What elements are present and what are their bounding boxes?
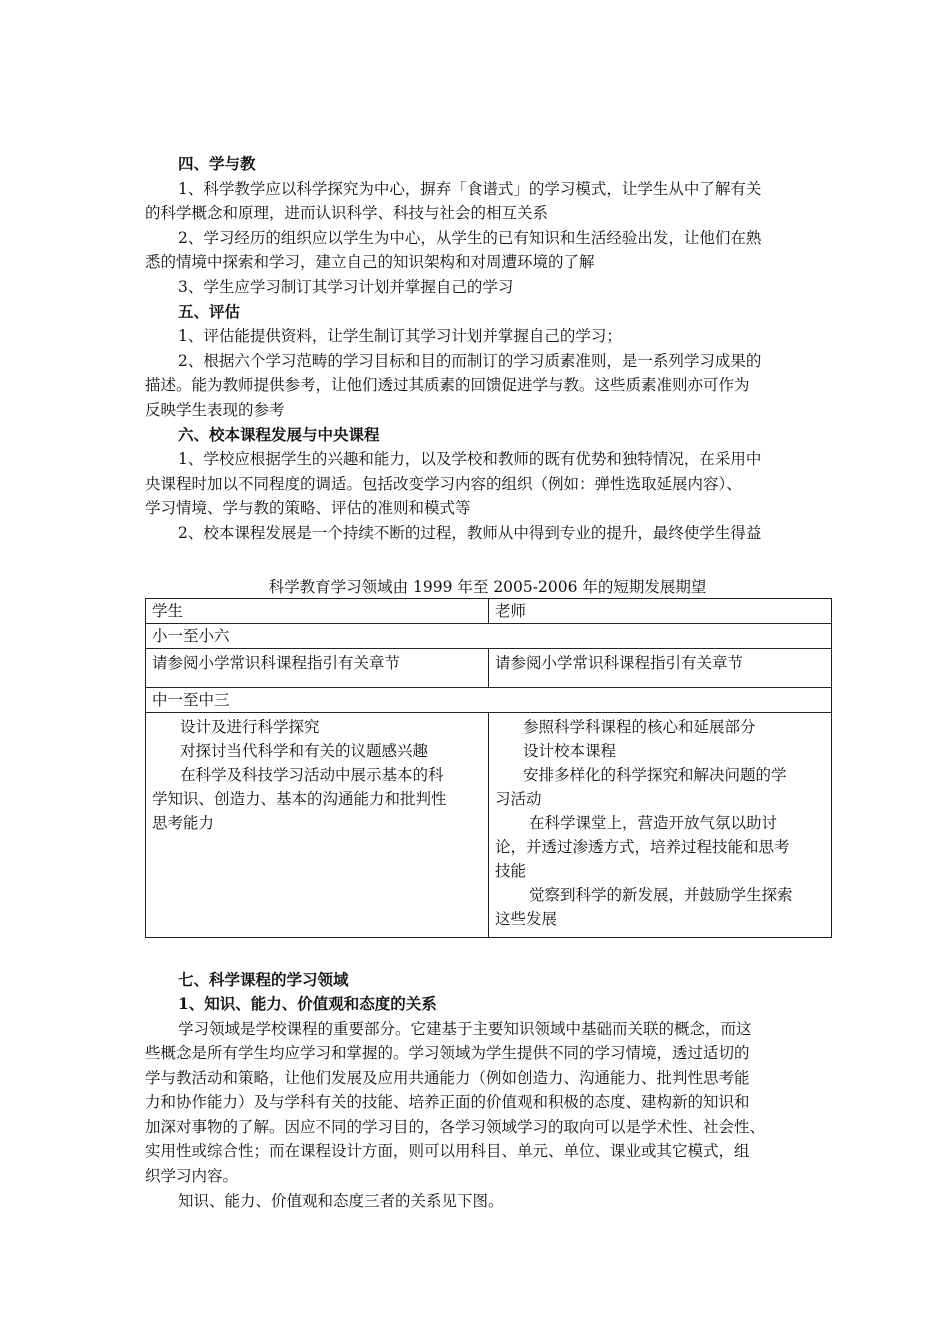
group2-label: 中一至中三 <box>146 688 832 713</box>
paragraph-line: 学习情境、学与教的策略、评估的准则和模式等 <box>145 499 471 517</box>
paragraph-line: 加深对事物的了解。因应不同的学习目的，各学习领域学习的取向可以是学术性、社会性、 <box>145 1118 766 1136</box>
cell-line: 对探讨当代科学和有关的议题感兴趣 <box>180 742 429 760</box>
paragraph-line: 些概念是所有学生均应学习和掌握的。学习领域为学生提供不同的学习情境，透过适切的 <box>145 1044 750 1062</box>
paragraph-line: 2、学习经历的组织应以学生为中心，从学生的已有知识和生活经验出发，让他们在熟 <box>178 229 762 247</box>
cell-line: 在科学及科技学习活动中展示基本的科 <box>180 766 444 784</box>
paragraph-line: 反映学生表现的参考 <box>145 401 285 419</box>
paragraph-line: 3、学生应学习制订其学习计划并掌握自己的学习 <box>178 278 514 296</box>
cell-line: 思考能力 <box>152 814 215 832</box>
paragraph-line: 描述。能为教师提供参考，让他们透过其质素的回馈促进学与教。这些质素准则亦可作为 <box>145 376 750 394</box>
cell-line: 参照科学科课程的核心和延展部分 <box>523 718 756 736</box>
section4-heading: 四、学与教 <box>178 154 256 173</box>
paragraph-line: 知识、能力、价值观和态度三者的关系见下图。 <box>178 1192 504 1210</box>
header-teacher: 老师 <box>489 599 832 624</box>
cell-line: 安排多样化的科学探究和解决问题的学 <box>523 766 787 784</box>
paragraph-line: 悉的情境中探索和学习，建立自己的知识架构和对周遭环境的了解 <box>145 253 595 271</box>
group2-teacher-cell <box>489 713 832 938</box>
paragraph-line: 2、校本课程发展是一个持续不断的过程，教师从中得到专业的提升，最终使学生得益 <box>178 524 762 542</box>
paragraph-line: 1、学校应根据学生的兴趣和能力，以及学校和教师的既有优势和独特情况，在采用中 <box>178 450 762 468</box>
cell-line: 设计及进行科学探究 <box>180 718 320 736</box>
paragraph-line: 1、评估能提供资料，让学生制订其学习计划并掌握自己的学习； <box>178 327 622 345</box>
section6-heading: 六、校本课程发展与中央课程 <box>178 425 380 444</box>
paragraph-line: 1、科学教学应以科学探究为中心，摒弃「食谱式」的学习模式，让学生从中了解有关 <box>178 180 762 198</box>
paragraph-line: 实用性或综合性；而在课程设计方面，则可以用科目、单元、单位、课业或其它模式，组 <box>145 1142 750 1160</box>
paragraph-line: 央课程时加以不同程度的调适。包括改变学习内容的组织（例如：弹性选取延展内容）、 <box>145 475 742 493</box>
table-row <box>146 713 832 938</box>
header-student: 学生 <box>146 599 489 624</box>
cell-line: 论，并透过渗透方式，培养过程技能和思考 <box>495 838 790 856</box>
section5-heading: 五、评估 <box>178 302 241 321</box>
cell-line: 习活动 <box>495 790 542 808</box>
table-group-row <box>146 624 832 649</box>
group1-student-cell: 请参阅小学常识科课程指引有关章节 <box>146 649 489 688</box>
development-table <box>145 598 832 938</box>
group1-label: 小一至小六 <box>146 624 832 649</box>
paragraph-line: 织学习内容。 <box>145 1167 239 1185</box>
cell-line: 技能 <box>495 862 527 880</box>
paragraph-line: 力和协作能力）及与学科有关的技能、培养正面的价值观和积极的态度、建构新的知识和 <box>145 1093 750 1111</box>
cell-line: 设计校本课程 <box>523 742 617 760</box>
paragraph-line: 的科学概念和原理，进而认识科学、科技与社会的相互关系 <box>145 204 549 222</box>
section7-heading: 七、科学课程的学习领域 <box>178 970 349 989</box>
cell-line: 这些发展 <box>495 910 558 928</box>
cell-line: 学知识、创造力、基本的沟通能力和批判性 <box>152 790 447 808</box>
group2-student-cell <box>146 713 489 938</box>
cell-line: 觉察到科学的新发展，并鼓励学生探索 <box>529 886 793 904</box>
paragraph-line: 学与教活动和策略，让他们发展及应用共通能力（例如创造力、沟通能力、批判性思考能 <box>145 1069 750 1087</box>
paragraph-line: 2、根据六个学习范畴的学习目标和目的而制订的学习质素准则，是一系列学习成果的 <box>178 352 762 370</box>
section7-subheading: 1、知识、能力、价值观和态度的关系 <box>178 994 437 1013</box>
table-group-row <box>146 688 832 713</box>
table-row <box>146 649 832 688</box>
cell-line: 在科学课堂上，营造开放气氛以助讨 <box>529 814 778 832</box>
group1-teacher-cell: 请参阅小学常识科课程指引有关章节 <box>489 649 832 688</box>
table-header-row <box>146 599 832 624</box>
paragraph-line: 学习领域是学校课程的重要部分。它建基于主要知识领域中基础而关联的概念，而这 <box>178 1020 752 1038</box>
table-caption: 科学教育学习领域由 1999 年至 2005-2006 年的短期发展期望 <box>268 578 707 596</box>
